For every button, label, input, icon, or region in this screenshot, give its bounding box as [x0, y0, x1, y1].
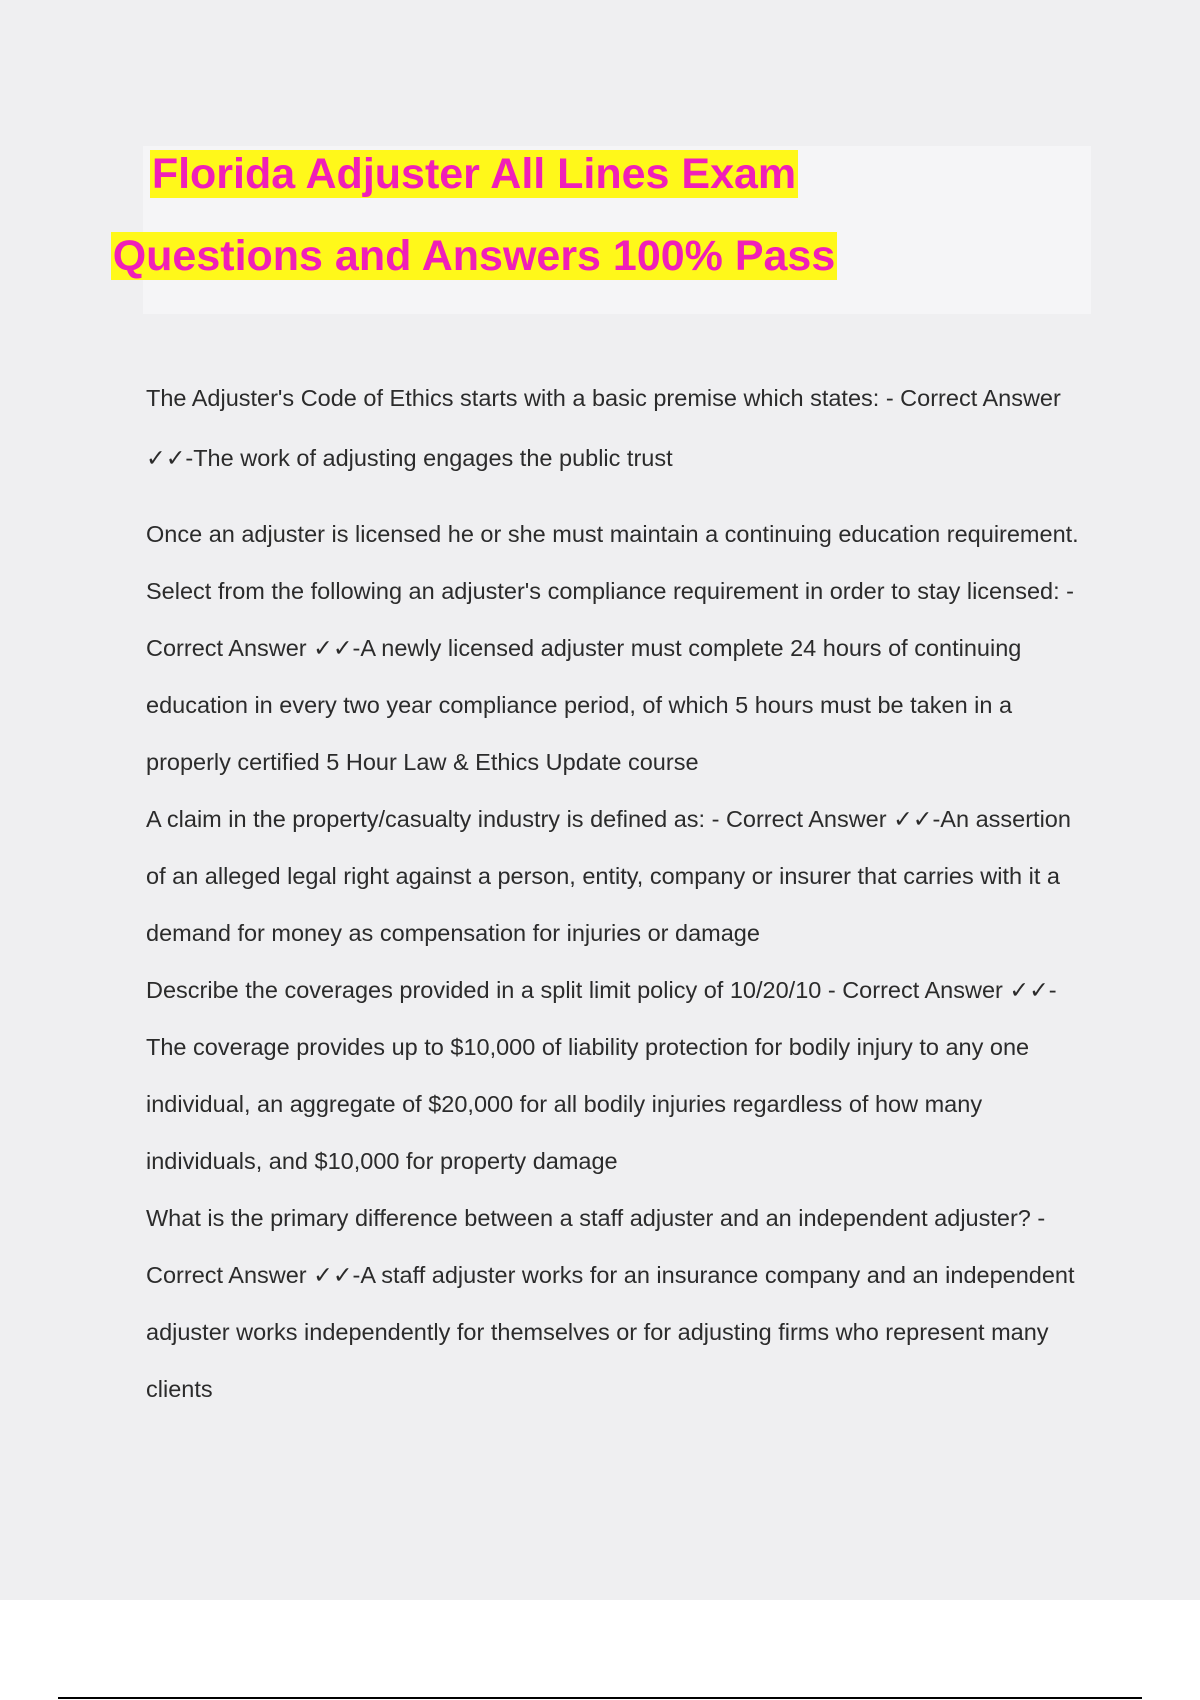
qa-item-code-of-ethics: The Adjuster's Code of Ethics starts with a basic premise which states: - Correct Answer ✓✓-The work of adjusting engages the public trust: [146, 385, 1061, 471]
qa-item-claim-definition: A claim in the property/casualty industry is defined as: - Correct Answer ✓✓-An assertion of an alleged legal right against a person, entity, company or insurer that carries with it a demand for money as compensation for injuries or damage: [146, 806, 1071, 946]
title-highlight-1: Florida Adjuster All Lines Exam: [151, 150, 797, 198]
document-title-line-1: [0, 148, 948, 200]
qa-list: [146, 368, 1096, 1418]
title-highlight-2: Questions and Answers 100% Pass: [112, 232, 836, 280]
qa-item-split-limit-policy: Describe the coverages provided in a split limit policy of 10/20/10 - Correct Answer ✓✓-The coverage provides up to $10,000 of liability protection for bodily injury to any one individual, an aggregate of $20,000 for all bodily injuries regardless of how many individuals, and $10,000 for property damage: [146, 977, 1057, 1174]
qa-item-continuing-education: Once an adjuster is licensed he or she must maintain a continuing education requirement. Select from the following an adjuster's compliance requirement in order to stay licensed: - Correct Answer ✓✓-A newly licensed adjuster must complete 24 hours of continuing education in every two year compliance period, of which 5 hours must be taken in a properly certified 5 Hour Law & Ethics Update course: [146, 521, 1079, 775]
footer-divider: [58, 1697, 1142, 1699]
document-title-line-2: [0, 230, 948, 282]
qa-item-staff-vs-independent: What is the primary difference between a staff adjuster and an independent adjuster? - Correct Answer ✓✓-A staff adjuster works for an insurance company and an independent adjuster works independently for themselves or for adjusting firms who represent many clients: [146, 1205, 1075, 1402]
